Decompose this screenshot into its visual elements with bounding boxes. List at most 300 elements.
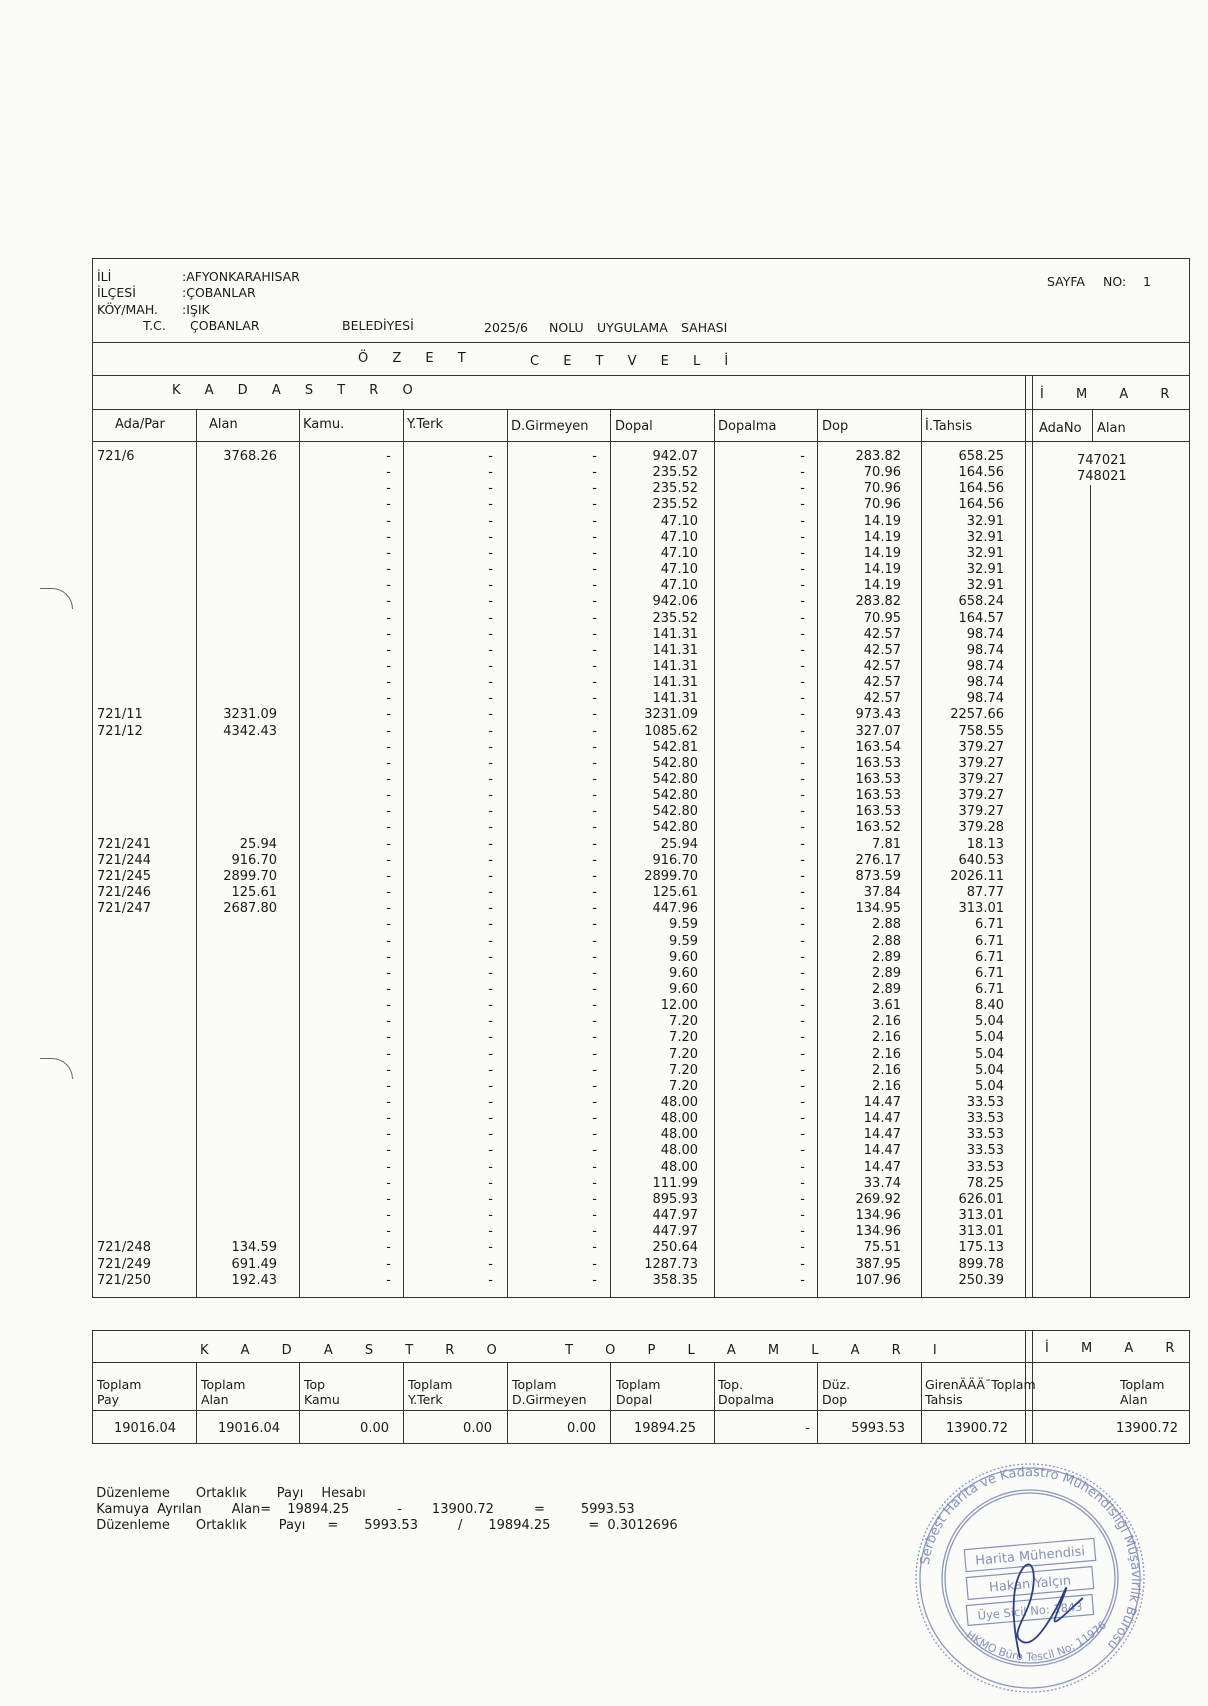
- cell-alan: 691.49: [231, 1257, 277, 1272]
- col-header-dop: Dop: [822, 419, 849, 434]
- cell-dopalma: -: [800, 1127, 805, 1142]
- calc-text: Payı: [278, 1518, 306, 1533]
- cell-yterk: -: [488, 707, 493, 722]
- cell-dgirmeyen: -: [592, 950, 597, 965]
- cell-itahsis: 658.24: [958, 594, 1004, 609]
- cell-dopal: 47.10: [660, 578, 698, 593]
- cell-itahsis: 32.91: [966, 530, 1004, 545]
- table-row: [0, 934, 1208, 950]
- table-row: [0, 707, 1208, 723]
- cell-dgirmeyen: -: [592, 1127, 597, 1142]
- cetveli-title: C E T V E L İ: [530, 354, 739, 369]
- cell-dgirmeyen: -: [592, 1240, 597, 1255]
- cell-dopal: 111.99: [652, 1176, 698, 1191]
- cell-kamu: -: [386, 772, 391, 787]
- cell-yterk: -: [488, 917, 493, 932]
- cell-yterk: -: [488, 837, 493, 852]
- cell-dop: 14.19: [863, 530, 901, 545]
- cell-dopal: 25.94: [660, 837, 698, 852]
- table-row: [0, 885, 1208, 901]
- totals-value: 5993.53: [851, 1421, 905, 1436]
- cell-dopal: 48.00: [660, 1143, 698, 1158]
- cell-dopal: 235.52: [652, 497, 698, 512]
- calc-text: =: [588, 1518, 600, 1533]
- cell-dopalma: -: [800, 982, 805, 997]
- cell-itahsis: 87.77: [966, 885, 1004, 900]
- cell-dopal: 250.64: [652, 1240, 698, 1255]
- cell-dop: 2.89: [872, 950, 901, 965]
- cell-dopal: 7.20: [669, 1063, 698, 1078]
- calc-text: Payı: [276, 1486, 304, 1501]
- cell-ada-par: 721/245: [97, 869, 152, 884]
- cell-kamu: -: [386, 449, 391, 464]
- imar-adano-value: 747021: [1077, 453, 1127, 468]
- cell-itahsis: 5.04: [975, 1063, 1004, 1078]
- cell-dop: 283.82: [855, 449, 901, 464]
- cell-itahsis: 33.53: [966, 1095, 1004, 1110]
- cell-itahsis: 98.74: [966, 643, 1004, 658]
- cell-dop: 873.59: [855, 869, 901, 884]
- cell-dop: 14.19: [863, 562, 901, 577]
- cell-dgirmeyen: -: [592, 853, 597, 868]
- calc-text: 5993.53: [580, 1502, 635, 1517]
- cell-yterk: -: [488, 998, 493, 1013]
- cell-yterk: -: [488, 788, 493, 803]
- totals-header: [718, 1377, 774, 1407]
- cell-dgirmeyen: -: [592, 1176, 597, 1191]
- totals-header-line: Toplam: [97, 1377, 142, 1392]
- stamp-bottom-text: HKMO Büro Tescil No: 11976: [963, 1618, 1110, 1664]
- cell-kamu: -: [386, 675, 391, 690]
- totals-header-line: Toplam: [201, 1377, 246, 1392]
- table-row: [0, 982, 1208, 998]
- cell-itahsis: 313.01: [958, 1224, 1004, 1239]
- table-row: [0, 546, 1208, 562]
- cell-dgirmeyen: -: [592, 514, 597, 529]
- cell-dopal: 141.31: [652, 643, 698, 658]
- cell-dopal: 7.20: [669, 1079, 698, 1094]
- cell-dopalma: -: [800, 1079, 805, 1094]
- cell-alan: 134.59: [231, 1240, 277, 1255]
- cell-kamu: -: [386, 1257, 391, 1272]
- cell-dopalma: -: [800, 820, 805, 835]
- table-row: [0, 853, 1208, 869]
- col-header-kamu: Kamu.: [303, 417, 345, 432]
- cell-dopal: 542.80: [652, 804, 698, 819]
- cell-yterk: -: [488, 497, 493, 512]
- cell-dopalma: -: [800, 788, 805, 803]
- totals-title: K A D A S T R O T O P L A M L A R I: [200, 1343, 951, 1358]
- cell-itahsis: 379.27: [958, 756, 1004, 771]
- cell-dgirmeyen: -: [592, 1047, 597, 1062]
- cell-kamu: -: [386, 1224, 391, 1239]
- cell-dgirmeyen: -: [592, 1079, 597, 1094]
- ilce-value: :ÇOBANLAR: [182, 285, 256, 300]
- cell-kamu: -: [386, 966, 391, 981]
- cell-kamu: -: [386, 594, 391, 609]
- cell-dop: 14.47: [863, 1127, 901, 1142]
- cell-dopalma: -: [800, 772, 805, 787]
- table-row: [0, 966, 1208, 982]
- totals-header-line: Top.: [718, 1377, 744, 1392]
- table-row: [0, 740, 1208, 756]
- table-row: [0, 820, 1208, 836]
- cell-dopal: 3231.09: [644, 707, 698, 722]
- belediye-name: ÇOBANLAR: [190, 318, 260, 333]
- cell-yterk: -: [488, 1030, 493, 1045]
- cell-itahsis: 78.25: [966, 1176, 1004, 1191]
- cell-dopal: 9.59: [669, 934, 698, 949]
- ilce-label: İLÇESİ: [97, 285, 136, 300]
- table-row: [0, 950, 1208, 966]
- cell-itahsis: 5.04: [975, 1047, 1004, 1062]
- table-row: [0, 659, 1208, 675]
- totals-header-line: Tahsis: [925, 1392, 963, 1407]
- cell-dopal: 141.31: [652, 659, 698, 674]
- totals-header-line: Toplam: [408, 1377, 453, 1392]
- cell-itahsis: 899.78: [958, 1257, 1004, 1272]
- totals-header-line: Toplam: [1120, 1377, 1165, 1392]
- totals-header: [201, 1377, 245, 1407]
- cell-dgirmeyen: -: [592, 562, 597, 577]
- cell-yterk: -: [488, 772, 493, 787]
- cell-yterk: -: [488, 934, 493, 949]
- cell-dop: 70.96: [863, 481, 901, 496]
- table-row: [0, 1127, 1208, 1143]
- cell-kamu: -: [386, 1014, 391, 1029]
- cell-dop: 2.89: [872, 966, 901, 981]
- table-row: [0, 837, 1208, 853]
- cell-dopal: 12.00: [660, 998, 698, 1013]
- cell-dop: 134.95: [855, 901, 901, 916]
- cell-dopalma: -: [800, 1111, 805, 1126]
- cell-yterk: -: [488, 643, 493, 658]
- cell-itahsis: 18.13: [966, 837, 1004, 852]
- col-header-yterk: Y.Terk: [407, 417, 444, 432]
- totals-imar-title: İ M A R: [1045, 1341, 1189, 1356]
- cell-dopal: 9.59: [669, 917, 698, 932]
- cell-dopal: 447.97: [652, 1208, 698, 1223]
- cell-kamu: -: [386, 1030, 391, 1045]
- table-row: [0, 627, 1208, 643]
- sayfa-label: SAYFA: [1047, 274, 1085, 289]
- cell-yterk: -: [488, 853, 493, 868]
- totals-header: [925, 1377, 1036, 1407]
- cell-dop: 33.74: [863, 1176, 901, 1191]
- cell-yterk: -: [488, 869, 493, 884]
- table-row: [0, 497, 1208, 513]
- cell-dgirmeyen: -: [592, 497, 597, 512]
- cell-dgirmeyen: -: [592, 1111, 597, 1126]
- table-row: [0, 594, 1208, 610]
- cell-ada-par: 721/246: [97, 885, 152, 900]
- cell-dopalma: -: [800, 1273, 805, 1288]
- totals-header-line: GirenÄÄÄ¯Toplam: [925, 1377, 1036, 1392]
- table-row: [0, 1143, 1208, 1159]
- cell-dgirmeyen: -: [592, 578, 597, 593]
- page-number: 1: [1143, 274, 1151, 289]
- cell-alan: 192.43: [231, 1273, 277, 1288]
- table-row: [0, 1208, 1208, 1224]
- cell-itahsis: 164.56: [958, 481, 1004, 496]
- cell-dopal: 1287.73: [644, 1257, 698, 1272]
- cell-itahsis: 98.74: [966, 675, 1004, 690]
- table-row: [0, 1257, 1208, 1273]
- cell-kamu: -: [386, 465, 391, 480]
- table-row: [0, 1014, 1208, 1030]
- table-row: [0, 530, 1208, 546]
- cell-dopalma: -: [800, 837, 805, 852]
- imar-section-title: İ M A R: [1040, 387, 1184, 402]
- cell-dop: 42.57: [863, 627, 901, 642]
- belediye-label: BELEDİYESİ: [342, 318, 414, 333]
- cell-dopalma: -: [800, 627, 805, 642]
- uygulama-label: UYGULAMA: [597, 320, 668, 335]
- cell-dopal: 141.31: [652, 691, 698, 706]
- cell-yterk: -: [488, 740, 493, 755]
- cell-dopal: 1085.62: [644, 724, 698, 739]
- cell-dopal: 9.60: [669, 950, 698, 965]
- table-row: [0, 449, 1208, 465]
- ozet-title: Ö Z E T: [358, 351, 476, 366]
- totals-header: [616, 1377, 660, 1407]
- cell-dopalma: -: [800, 1192, 805, 1207]
- cell-yterk: -: [488, 1079, 493, 1094]
- cell-itahsis: 32.91: [966, 546, 1004, 561]
- totals-header: [304, 1377, 340, 1407]
- office-stamp: [905, 1458, 1155, 1698]
- totals-header-line: D.Girmeyen: [512, 1392, 587, 1407]
- cell-yterk: -: [488, 578, 493, 593]
- calc-text: Alan=: [231, 1502, 272, 1517]
- cell-ada-par: 721/247: [97, 901, 152, 916]
- cell-dgirmeyen: -: [592, 1160, 597, 1175]
- cell-dopalma: -: [800, 594, 805, 609]
- col-header-alan: Alan: [209, 417, 238, 432]
- cell-kamu: -: [386, 691, 391, 706]
- cell-dopal: 2899.70: [644, 869, 698, 884]
- cell-dopal: 235.52: [652, 481, 698, 496]
- totals-value: 19016.04: [217, 1421, 280, 1436]
- cell-yterk: -: [488, 1240, 493, 1255]
- cell-yterk: -: [488, 804, 493, 819]
- cell-kamu: -: [386, 1111, 391, 1126]
- cell-dop: 75.51: [863, 1240, 901, 1255]
- calc-text: =: [533, 1502, 545, 1517]
- cell-dopal: 447.97: [652, 1224, 698, 1239]
- cell-dopalma: -: [800, 562, 805, 577]
- cell-ada-par: 721/11: [97, 707, 143, 722]
- cell-dop: 70.95: [863, 611, 901, 626]
- cell-kamu: -: [386, 643, 391, 658]
- cell-dgirmeyen: -: [592, 1030, 597, 1045]
- cell-itahsis: 379.27: [958, 772, 1004, 787]
- cell-dopal: 235.52: [652, 465, 698, 480]
- cell-dopal: 47.10: [660, 562, 698, 577]
- cell-dgirmeyen: -: [592, 611, 597, 626]
- cell-itahsis: 98.74: [966, 691, 1004, 706]
- calc-text: 5993.53: [364, 1518, 418, 1533]
- cell-dgirmeyen: -: [592, 820, 597, 835]
- cell-itahsis: 32.91: [966, 562, 1004, 577]
- totals-value: 0.00: [463, 1421, 492, 1436]
- totals-value: 13900.72: [1115, 1421, 1178, 1436]
- col-header-dopal: Dopal: [615, 419, 653, 434]
- cell-dopalma: -: [800, 465, 805, 480]
- cell-dopalma: -: [800, 707, 805, 722]
- cell-dop: 37.84: [863, 885, 901, 900]
- cell-dopalma: -: [800, 917, 805, 932]
- totals-value: 13900.72: [945, 1421, 1008, 1436]
- cell-yterk: -: [488, 594, 493, 609]
- cell-dopal: 542.80: [652, 820, 698, 835]
- cell-itahsis: 32.91: [966, 578, 1004, 593]
- cell-itahsis: 33.53: [966, 1127, 1004, 1142]
- cell-alan: 2687.80: [223, 901, 277, 916]
- cell-itahsis: 6.71: [975, 982, 1004, 997]
- cell-dop: 276.17: [855, 853, 901, 868]
- cell-dopal: 48.00: [660, 1111, 698, 1126]
- cell-dop: 14.19: [863, 514, 901, 529]
- table-row: [0, 1047, 1208, 1063]
- cell-itahsis: 626.01: [958, 1192, 1004, 1207]
- cell-itahsis: 250.39: [958, 1273, 1004, 1288]
- cell-dopalma: -: [800, 804, 805, 819]
- cell-dopal: 942.06: [652, 594, 698, 609]
- cell-dopal: 125.61: [652, 885, 698, 900]
- cell-dopalma: -: [800, 1063, 805, 1078]
- cell-dopalma: -: [800, 740, 805, 755]
- cell-dopalma: -: [800, 1143, 805, 1158]
- cell-dopalma: -: [800, 1160, 805, 1175]
- totals-header: [512, 1377, 587, 1407]
- cell-dopalma: -: [800, 1095, 805, 1110]
- cell-dop: 2.88: [872, 917, 901, 932]
- cell-alan: 2899.70: [223, 869, 277, 884]
- cell-alan: 4342.43: [223, 724, 277, 739]
- stamp-line-3: Üye Sicil No: 1843: [977, 1599, 1084, 1623]
- cell-kamu: -: [386, 885, 391, 900]
- col-header-dgirmeyen: D.Girmeyen: [511, 419, 589, 434]
- cell-dopalma: -: [800, 1257, 805, 1272]
- table-row: [0, 1063, 1208, 1079]
- cell-ada-par: 721/12: [97, 724, 143, 739]
- cell-dopalma: -: [800, 1030, 805, 1045]
- cell-itahsis: 2257.66: [950, 707, 1004, 722]
- cell-dopal: 7.20: [669, 1030, 698, 1045]
- cell-dopalma: -: [800, 449, 805, 464]
- totals-header-line: Alan: [1120, 1392, 1148, 1407]
- cell-dopal: 942.07: [652, 449, 698, 464]
- cell-dop: 2.16: [872, 1079, 901, 1094]
- cell-kamu: -: [386, 1240, 391, 1255]
- cell-dopal: 235.52: [652, 611, 698, 626]
- table-row: [0, 481, 1208, 497]
- cell-dop: 14.19: [863, 546, 901, 561]
- totals-header-line: Dopalma: [718, 1392, 775, 1407]
- table-row: [0, 1079, 1208, 1095]
- cell-dgirmeyen: -: [592, 691, 597, 706]
- cell-dgirmeyen: -: [592, 1095, 597, 1110]
- cell-kamu: -: [386, 1273, 391, 1288]
- cell-yterk: -: [488, 465, 493, 480]
- cell-yterk: -: [488, 1063, 493, 1078]
- totals-header: [408, 1377, 452, 1407]
- cell-itahsis: 164.56: [958, 465, 1004, 480]
- cell-itahsis: 6.71: [975, 917, 1004, 932]
- totals-header-line: Pay: [97, 1392, 120, 1407]
- svg-text:HKMO Büro Tescil No: 11976: [964, 1619, 1109, 1664]
- cell-kamu: -: [386, 1208, 391, 1223]
- cell-kamu: -: [386, 869, 391, 884]
- table-row: [0, 611, 1208, 627]
- cell-itahsis: 164.57: [958, 611, 1004, 626]
- totals-value: 0.00: [360, 1421, 389, 1436]
- cell-dop: 387.95: [855, 1257, 901, 1272]
- cell-dgirmeyen: -: [592, 1208, 597, 1223]
- table-row: [0, 1111, 1208, 1127]
- cell-itahsis: 8.40: [975, 998, 1004, 1013]
- cell-kamu: -: [386, 756, 391, 771]
- cell-itahsis: 5.04: [975, 1014, 1004, 1029]
- cell-itahsis: 758.55: [958, 724, 1004, 739]
- cell-kamu: -: [386, 530, 391, 545]
- table-row: [0, 465, 1208, 481]
- table-row: [0, 1273, 1208, 1289]
- cell-yterk: -: [488, 1143, 493, 1158]
- cell-alan: 25.94: [239, 837, 277, 852]
- cell-kamu: -: [386, 934, 391, 949]
- koy-label: KÖY/MAH.: [97, 302, 159, 317]
- cell-itahsis: 5.04: [975, 1079, 1004, 1094]
- cell-alan: 125.61: [231, 885, 277, 900]
- cell-dgirmeyen: -: [592, 1192, 597, 1207]
- table-row: [0, 1095, 1208, 1111]
- cell-yterk: -: [488, 481, 493, 496]
- cell-dgirmeyen: -: [592, 740, 597, 755]
- cell-itahsis: 5.04: [975, 1030, 1004, 1045]
- cell-kamu: -: [386, 659, 391, 674]
- cell-itahsis: 33.53: [966, 1160, 1004, 1175]
- cell-dop: 163.54: [855, 740, 901, 755]
- col-header-itahsis: İ.Tahsis: [925, 419, 973, 434]
- cell-yterk: -: [488, 675, 493, 690]
- totals-header-line: Dopal: [616, 1392, 653, 1407]
- cell-dop: 2.88: [872, 934, 901, 949]
- cell-yterk: -: [488, 530, 493, 545]
- cell-dopalma: -: [800, 1240, 805, 1255]
- cell-dop: 14.47: [863, 1160, 901, 1175]
- calc-text: =: [327, 1518, 339, 1533]
- cell-dop: 107.96: [855, 1273, 901, 1288]
- stamp-ring-text: Serbest Harita ve Kadastro Mühendisliği Müşavirlik Bürosu: [917, 1464, 1144, 1653]
- cell-kamu: -: [386, 901, 391, 916]
- cell-dopalma: -: [800, 643, 805, 658]
- cell-dopalma: -: [800, 497, 805, 512]
- kadastro-section-title: K A D A S T R O: [172, 383, 423, 398]
- cell-dgirmeyen: -: [592, 772, 597, 787]
- cell-dop: 163.52: [855, 820, 901, 835]
- cell-dopal: 48.00: [660, 1095, 698, 1110]
- cell-kamu: -: [386, 998, 391, 1013]
- cell-dop: 327.07: [855, 724, 901, 739]
- calc-text: Düzenleme: [96, 1486, 170, 1501]
- cell-yterk: -: [488, 1208, 493, 1223]
- cell-dgirmeyen: -: [592, 643, 597, 658]
- cell-dgirmeyen: -: [592, 982, 597, 997]
- cell-ada-par: 721/244: [97, 853, 152, 868]
- il-value: :AFYONKARAHISAR: [182, 269, 300, 284]
